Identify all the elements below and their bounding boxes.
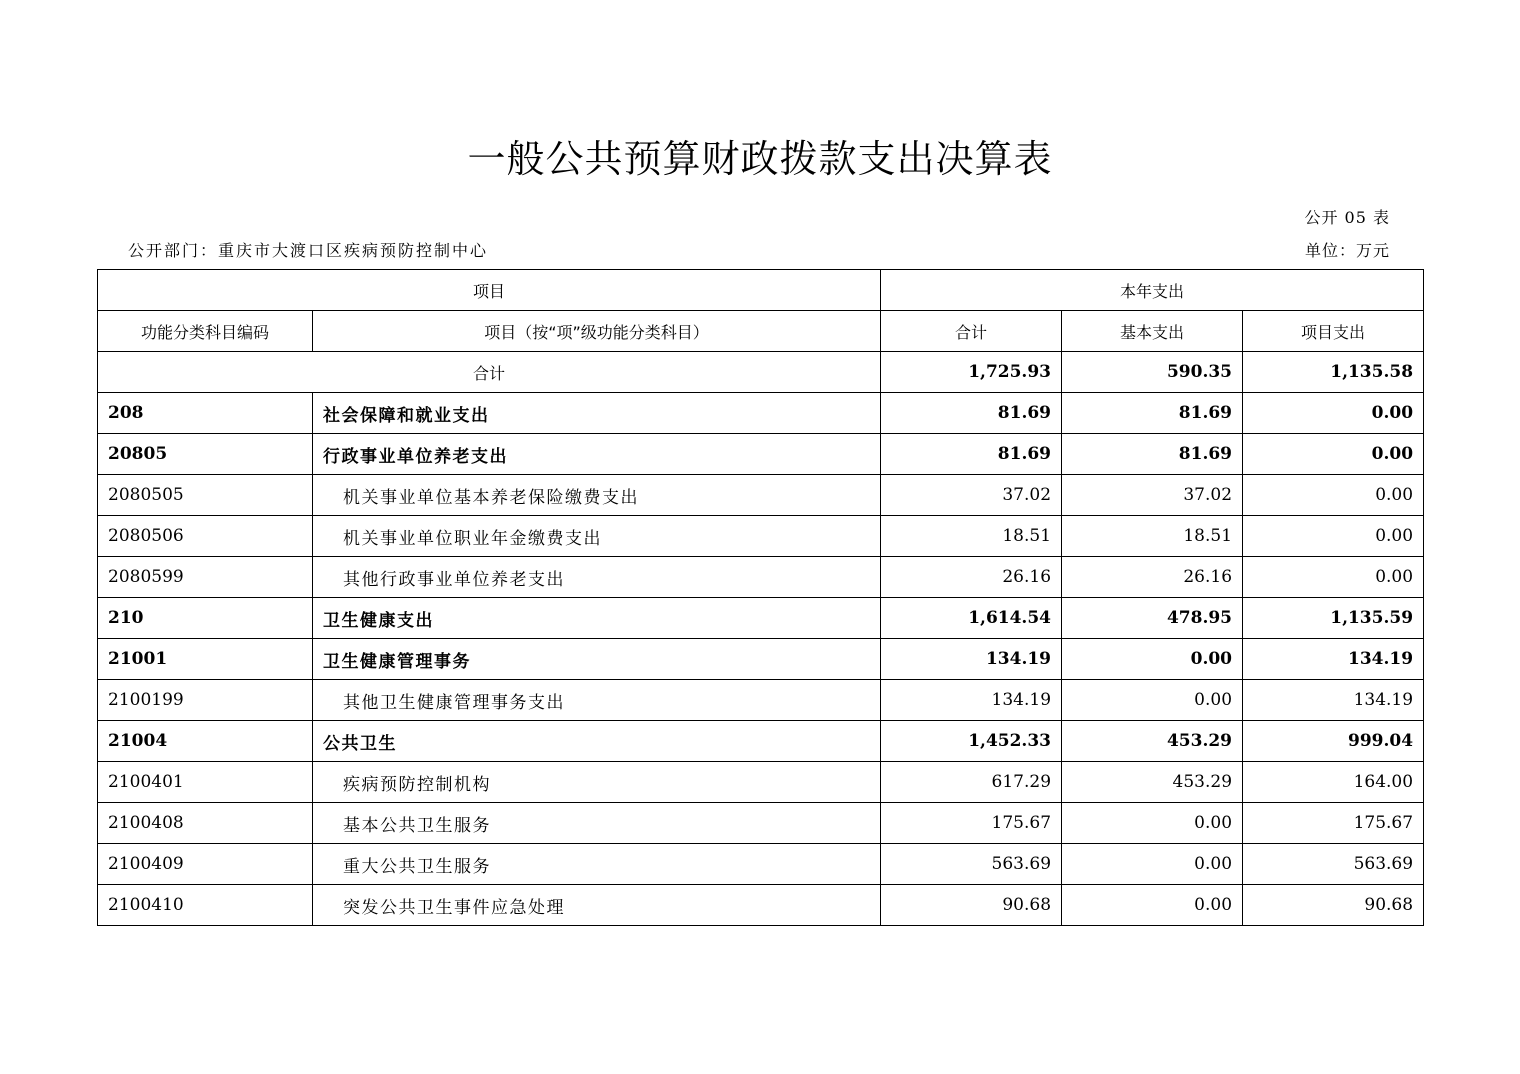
row-total: 18.51 <box>881 516 1062 557</box>
row-name: 卫生健康支出 <box>313 598 881 639</box>
row-name: 疾病预防控制机构 <box>313 762 881 803</box>
row-basic: 0.00 <box>1062 844 1243 885</box>
row-name: 机关事业单位职业年金缴费支出 <box>313 516 881 557</box>
row-total: 175.67 <box>881 803 1062 844</box>
row-total: 617.29 <box>881 762 1062 803</box>
row-project: 0.00 <box>1243 475 1424 516</box>
header-basic: 基本支出 <box>1062 311 1243 352</box>
row-basic: 0.00 <box>1062 680 1243 721</box>
row-basic: 37.02 <box>1062 475 1243 516</box>
row-total: 1,614.54 <box>881 598 1062 639</box>
table-row <box>98 393 1424 434</box>
total-project: 1,135.58 <box>1243 352 1424 393</box>
header-item: 项目（按“项”级功能分类科目） <box>313 311 881 352</box>
row-name: 重大公共卫生服务 <box>313 844 881 885</box>
row-name: 公共卫生 <box>313 721 881 762</box>
row-basic: 0.00 <box>1062 639 1243 680</box>
table-row <box>98 803 1424 844</box>
row-project: 999.04 <box>1243 721 1424 762</box>
table-row <box>98 639 1424 680</box>
table-row <box>98 516 1424 557</box>
row-code: 2080505 <box>98 475 313 516</box>
row-basic: 18.51 <box>1062 516 1243 557</box>
row-code: 210 <box>98 598 313 639</box>
total-basic: 590.35 <box>1062 352 1243 393</box>
row-name: 其他卫生健康管理事务支出 <box>313 680 881 721</box>
row-name: 卫生健康管理事务 <box>313 639 881 680</box>
table-number: 公开 05 表 <box>1304 208 1390 227</box>
row-code: 20805 <box>98 434 313 475</box>
row-basic: 453.29 <box>1062 721 1243 762</box>
row-basic: 81.69 <box>1062 393 1243 434</box>
row-project: 0.00 <box>1243 516 1424 557</box>
row-total: 1,452.33 <box>881 721 1062 762</box>
row-code: 2100408 <box>98 803 313 844</box>
row-project: 164.00 <box>1243 762 1424 803</box>
row-total: 81.69 <box>881 434 1062 475</box>
header-row-2 <box>98 311 1424 352</box>
row-total: 563.69 <box>881 844 1062 885</box>
table-row <box>98 598 1424 639</box>
row-project: 0.00 <box>1243 434 1424 475</box>
table-row <box>98 885 1424 926</box>
header-project: 项目 <box>98 270 881 311</box>
row-total: 134.19 <box>881 639 1062 680</box>
row-basic: 478.95 <box>1062 598 1243 639</box>
table-row <box>98 762 1424 803</box>
row-project: 563.69 <box>1243 844 1424 885</box>
row-basic: 0.00 <box>1062 885 1243 926</box>
row-project: 134.19 <box>1243 639 1424 680</box>
header-code: 功能分类科目编码 <box>98 311 313 352</box>
row-name: 基本公共卫生服务 <box>313 803 881 844</box>
header-current-year: 本年支出 <box>881 270 1424 311</box>
table-row <box>98 475 1424 516</box>
row-name: 其他行政事业单位养老支出 <box>313 557 881 598</box>
table-row <box>98 557 1424 598</box>
row-name: 行政事业单位养老支出 <box>313 434 881 475</box>
row-name: 机关事业单位基本养老保险缴费支出 <box>313 475 881 516</box>
table-row <box>98 844 1424 885</box>
row-total: 81.69 <box>881 393 1062 434</box>
row-total: 26.16 <box>881 557 1062 598</box>
row-name: 社会保障和就业支出 <box>313 393 881 434</box>
header-row-1 <box>98 270 1424 311</box>
row-code: 21001 <box>98 639 313 680</box>
row-code: 2100401 <box>98 762 313 803</box>
row-name: 突发公共卫生事件应急处理 <box>313 885 881 926</box>
total-total: 1,725.93 <box>881 352 1062 393</box>
row-code: 2080506 <box>98 516 313 557</box>
row-project: 90.68 <box>1243 885 1424 926</box>
row-project: 0.00 <box>1243 393 1424 434</box>
row-project: 134.19 <box>1243 680 1424 721</box>
row-project: 175.67 <box>1243 803 1424 844</box>
table-row <box>98 434 1424 475</box>
budget-table <box>97 269 1424 926</box>
header-project-exp: 项目支出 <box>1243 311 1424 352</box>
row-basic: 81.69 <box>1062 434 1243 475</box>
row-code: 2100410 <box>98 885 313 926</box>
row-code: 2080599 <box>98 557 313 598</box>
row-basic: 453.29 <box>1062 762 1243 803</box>
row-project: 0.00 <box>1243 557 1424 598</box>
table-row <box>98 680 1424 721</box>
row-code: 208 <box>98 393 313 434</box>
table-row <box>98 721 1424 762</box>
department-label: 公开部门：重庆市大渡口区疾病预防控制中心 <box>128 241 489 260</box>
page-title: 一般公共预算财政拨款支出决算表 <box>467 137 1053 181</box>
row-total: 90.68 <box>881 885 1062 926</box>
row-basic: 26.16 <box>1062 557 1243 598</box>
row-code: 2100409 <box>98 844 313 885</box>
row-total: 37.02 <box>881 475 1062 516</box>
total-row <box>98 352 1424 393</box>
unit-label: 单位：万元 <box>1304 241 1390 260</box>
row-basic: 0.00 <box>1062 803 1243 844</box>
row-total: 134.19 <box>881 680 1062 721</box>
total-label: 合计 <box>98 352 881 393</box>
row-code: 21004 <box>98 721 313 762</box>
row-code: 2100199 <box>98 680 313 721</box>
row-project: 1,135.59 <box>1243 598 1424 639</box>
header-total: 合计 <box>881 311 1062 352</box>
